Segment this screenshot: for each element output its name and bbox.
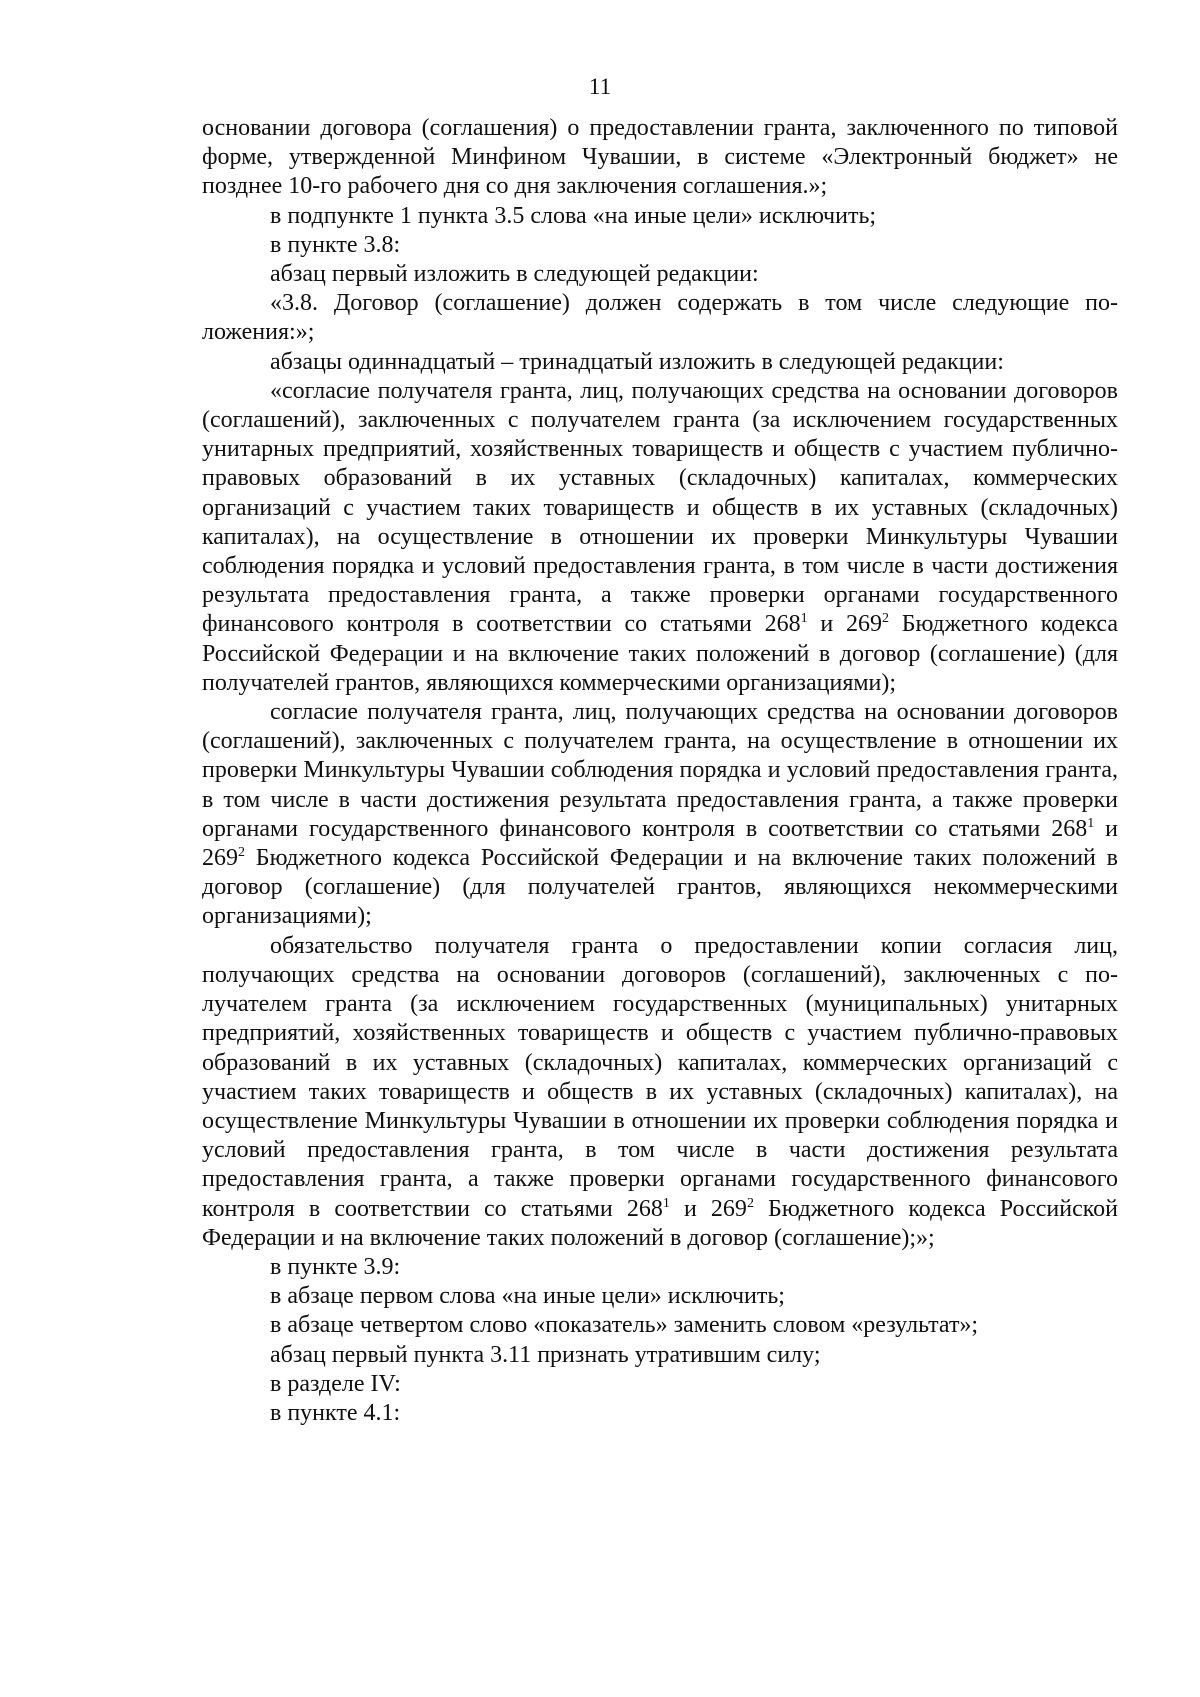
paragraph — [202, 377, 1118, 698]
paragraph — [202, 932, 1118, 1253]
superscript: 1 — [1087, 815, 1095, 831]
paragraph: абзац первый пункта 3.11 признать утратившим силу; — [270, 1341, 821, 1368]
page-number: 11 — [588, 74, 612, 99]
paragraph: в пункте 3.8: — [270, 231, 401, 258]
paragraph-text: и 269 — [202, 815, 1118, 872]
paragraph: «3.8. Договор (соглашение) должен содержать в том числе следующие положения:»; — [202, 290, 1118, 346]
superscript: 2 — [238, 845, 245, 861]
paragraph-text: и 269 — [669, 1195, 747, 1222]
superscript: 2 — [746, 1195, 754, 1211]
paragraph-text: «согласие получателя гранта, лиц, получающих средства на основании договоров (соглашений), заключенных с получателем гранта (за исключением государственных унитарных предприятий, хозяйственных товариществ и обществ с участием публично-правовых образований в их уставных (складочных) капиталах, коммерческих организаций с участием таких товариществ и обществ в их уставных (складочных) капиталах), на осуществление в отношении их проверки Минкультуры Чувашии соблюдения порядка и условий предоставления гранта, в том числе в части достижения результата предоставления гранта, а также проверки органами государственного финансового контроля в соответствии со статьями 268 — [202, 377, 1118, 638]
paragraph: основании договора (соглашения) о предоставлении гранта, заключенного по типовой форме, утвержденной Минфином Чувашии, в системе «Электронный бюджет» не позднее 10-го рабочего дня со дня заключения соглашения.»; — [202, 115, 1118, 200]
paragraph: в пункте 4.1: — [270, 1399, 401, 1426]
paragraph: в пункте 3.9: — [270, 1253, 401, 1280]
paragraph: абзацы одиннадцатый – тринадцатый изложить в следующей редакции: — [270, 348, 1004, 375]
paragraph: в абзаце первом слова «на иные цели» исключить; — [270, 1283, 785, 1310]
paragraph-text: согласие получателя гранта, лиц, получающих средства на основании договоров (соглашений), заключенных с получателем гранта, на осуществление в отношении их проверки Минкультуры Чувашии соблюдения порядка и условий предоставления гранта, в том числе в части достижения результата предоставления гранта, а также проверки органами государственного финансового контроля в соответствии со статьями 268 — [202, 699, 1118, 842]
paragraph: в разделе IV: — [270, 1370, 401, 1397]
paragraph-text: и 269 — [807, 611, 883, 638]
paragraph-text: обязательство получателя гранта о предоставлении копии согласия лиц, получающих средства на основании договоров (соглашений), заключенных с получателем гранта (за исключением государственных (муниципальных) унитарных предприятий, хозяйственных товариществ и обществ с участием публично-правовых образований в их уставных (складочных) капиталах, коммерческих организаций с участием таких товариществ и обществ в их уставных (складочных) капиталах), на осуществление Минкультуры Чувашии в отношении их проверки соблюдения порядка и условий предоставления гранта, в том числе в части достижения результата предоставления гранта, а также проверки органами государственного финансового контроля в соответствии со статьями 268 — [202, 932, 1118, 1222]
document-body — [202, 114, 1118, 1428]
paragraph: в подпункте 1 пункта 3.5 слова «на иные цели» исключить; — [270, 202, 877, 229]
paragraph: абзац первый изложить в следующей редакции: — [270, 261, 759, 288]
paragraph-text: Бюджетного кодекса Российской Федерации и на включение таких положений в договор (соглашение) (для получателей грантов, являющихся коммерческими организациями); — [202, 611, 1118, 696]
paragraph-text: Бюджетного кодекса Российской Федерации и на включение таких положений в договор (соглашение);»; — [202, 1195, 1119, 1251]
paragraph-text: Бюджетного кодекса Российской Федерации и на включение таких положений в договор (соглашение) (для получателей грантов, являющихся некоммерческими организациями); — [202, 845, 1118, 930]
superscript: 1 — [800, 611, 808, 627]
paragraph — [202, 698, 1118, 932]
superscript: 2 — [882, 611, 890, 627]
superscript: 1 — [662, 1195, 670, 1211]
paragraph: в абзаце четвертом слово «показатель» заменить словом «результат»; — [270, 1312, 979, 1339]
